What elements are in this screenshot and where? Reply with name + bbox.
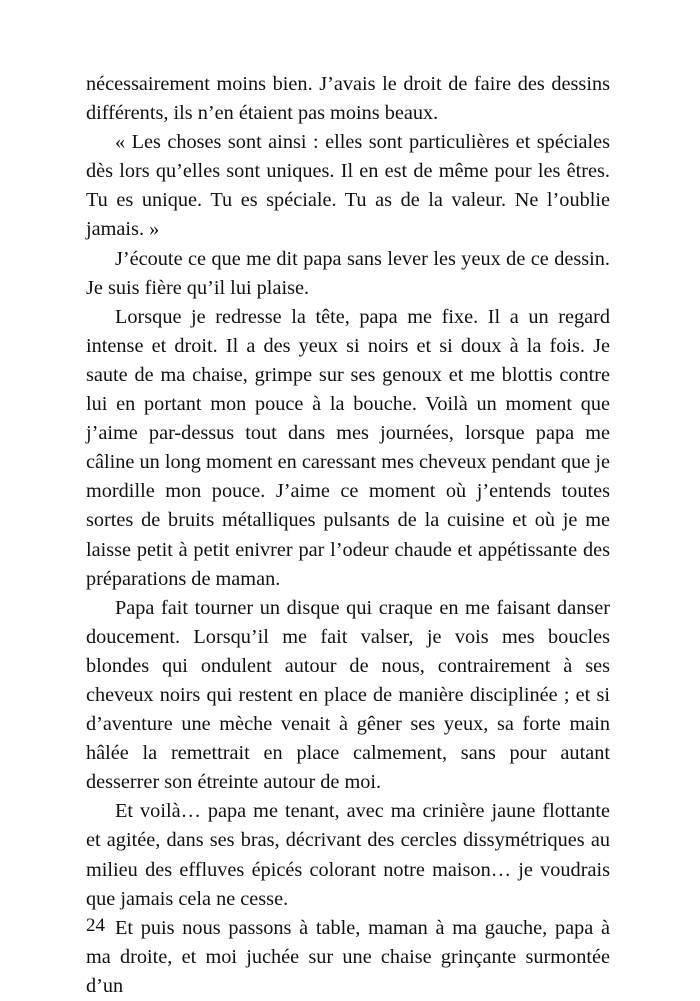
body-text (86, 70, 610, 1001)
paragraph: Et puis nous passons à table, maman à ma gauche, papa à ma droite, et moi juchée sur une chaise grinçante surmontée d’un (86, 916, 610, 997)
paragraph: J’écoute ce que me dit papa sans lever les yeux de ce dessin. Je suis fière qu’il lui plaise. (86, 247, 610, 299)
paragraph: Lorsque je redresse la tête, papa me fixe. Il a un regard intense et droit. Il a des yeux si noirs et si doux à la fois. Je saute de ma chaise, grimpe sur ses genoux et me blottis contre lui en portant mon pouce à la bouche. Voilà un moment que j’aime par-dessus tout dans mes journées, lorsque papa me câline un long moment en caressant mes cheveux pendant que je mordille mon pouce. J’aime ce moment où j’entends toutes sortes de bruits métalliques pulsants de la cuisine et où je me laisse petit à petit enivrer par l’odeur chaude et appétissante des préparations de maman. (86, 305, 610, 590)
paragraph: Et voilà… papa me tenant, avec ma crinière jaune flottante et agitée, dans ses bras, décrivant des cercles dissymétriques au milieu des effluves épicés colorant notre maison… je voudrais que jamais cela ne cesse. (86, 800, 610, 910)
page-number: 24 (86, 915, 105, 936)
paragraph: Papa fait tourner un disque qui craque en me faisant danser doucement. Lorsqu’il me fait valser, je vois mes boucles blondes qui ondulent autour de nous, contrairement à ses cheveux noirs qui restent en place de manière disciplinée ; et si d’aventure une mèche venait à gêner ses yeux, sa forte main hâlée la remettrait en place calmement, sans pour autant desserrer son étreinte autour de moi. (86, 596, 610, 794)
paragraph-continued: nécessairement moins bien. J’avais le droit de faire des dessins différents, ils n’en étaient pas moins beaux. (86, 73, 610, 125)
paragraph: « Les choses sont ainsi : elles sont particulières et spéciales dès lors qu’elles sont uniques. Il en est de même pour les êtres. Tu es unique. Tu es spéciale. Tu as de la valeur. Ne l’oublie jamais. » (86, 131, 610, 241)
